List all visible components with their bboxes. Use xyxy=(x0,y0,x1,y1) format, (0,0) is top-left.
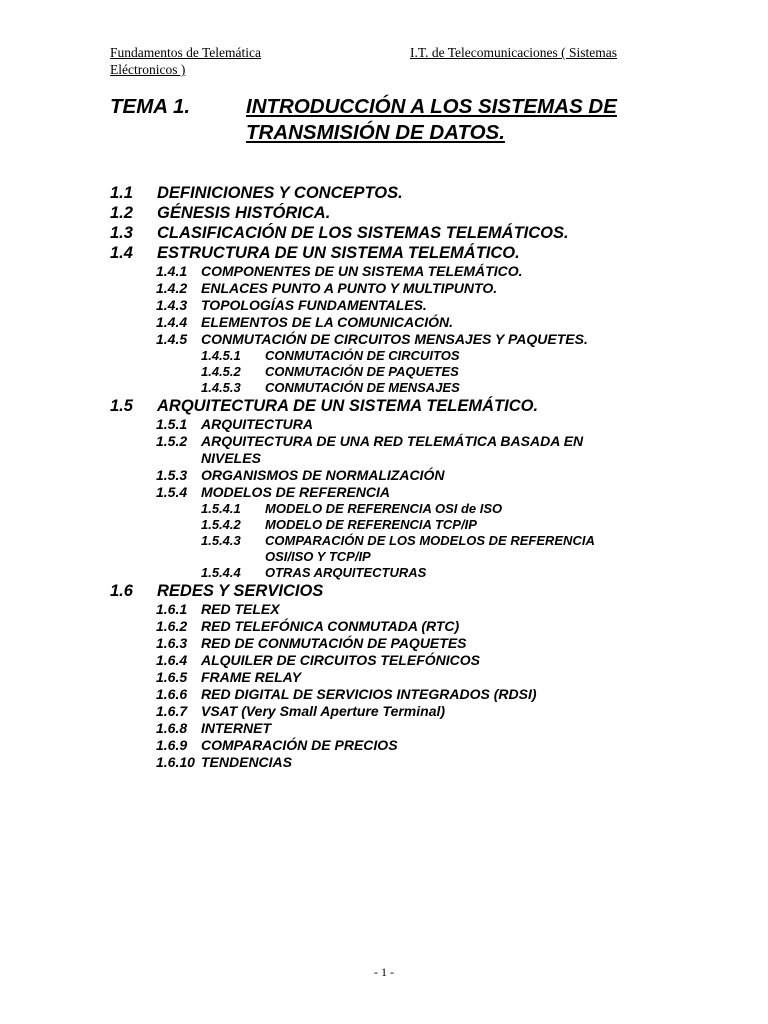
toc-entry-number: 1.6.8 xyxy=(156,720,188,736)
toc-entry-title: CONMUTACIÓN DE CIRCUITOS xyxy=(265,348,460,363)
toc-entry-number: 1.6 xyxy=(110,582,133,600)
toc-entry-title: ALQUILER DE CIRCUITOS TELEFÓNICOS xyxy=(201,652,480,668)
toc-entry-level-2 xyxy=(110,601,670,618)
toc-entry-title: MODELOS DE REFERENCIA xyxy=(201,484,391,500)
toc-entry-number: 1.3 xyxy=(110,224,133,242)
toc-entry-title: TENDENCIAS xyxy=(201,754,293,770)
toc-entry-number: 1.6.7 xyxy=(156,703,188,719)
toc-entry-number: 1.4.2 xyxy=(156,280,188,296)
toc-entry-level-2 xyxy=(110,754,670,771)
toc-entry-level-3 xyxy=(110,517,670,533)
toc-entry-level-2 xyxy=(110,669,670,686)
header-degree-name: I.T. de Telecomunicaciones ( Sistemas xyxy=(410,45,617,60)
toc-entry-number: 1.5.4.2 xyxy=(201,517,241,532)
toc-entry-title: RED DE CONMUTACIÓN DE PAQUETES xyxy=(201,635,467,651)
toc-entry-title: RED DIGITAL DE SERVICIOS INTEGRADOS (RDSI) xyxy=(201,686,537,702)
toc-entry-level-1 xyxy=(110,183,670,203)
toc-entry-number: 1.6.5 xyxy=(156,669,188,685)
header-degree-continuation: Eléctronicos ) xyxy=(110,62,186,77)
toc-entry-level-3 xyxy=(110,533,670,565)
toc-entry-title: ESTRUCTURA DE UN SISTEMA TELEMÁTICO. xyxy=(157,244,520,262)
toc-entry-title: VSAT (Very Small Aperture Terminal) xyxy=(201,703,446,719)
toc-entry-title: MODELO DE REFERENCIA TCP/IP xyxy=(265,517,477,532)
table-of-contents xyxy=(110,183,670,771)
toc-entry-level-2 xyxy=(110,652,670,669)
toc-entry-level-2 xyxy=(110,263,670,280)
toc-entry-title: CONMUTACIÓN DE MENSAJES xyxy=(265,380,460,395)
toc-entry-number: 1.4.5.3 xyxy=(201,380,241,395)
toc-entry-number: 1.5.4.3 xyxy=(201,533,241,548)
toc-entry-number: 1.5.3 xyxy=(156,467,188,483)
toc-entry-number: 1.6.6 xyxy=(156,686,188,702)
toc-entry-title: ORGANISMOS DE NORMALIZACIÓN xyxy=(201,467,445,483)
toc-entry-level-3 xyxy=(110,380,670,396)
title-text: INTRODUCCIÓN A LOS SISTEMAS DE TRANSMISIÓN DE DATOS. xyxy=(246,95,617,144)
toc-entry-title: GÉNESIS HISTÓRICA. xyxy=(157,204,331,222)
toc-entry-level-3 xyxy=(110,348,670,364)
toc-entry-number: 1.4.5.2 xyxy=(201,364,241,379)
toc-entry-number: 1.4.5.1 xyxy=(201,348,241,363)
toc-entry-level-1 xyxy=(110,203,670,223)
toc-entry-number: 1.4.3 xyxy=(156,297,188,313)
toc-entry-level-3 xyxy=(110,565,670,581)
toc-entry-title: COMPONENTES DE UN SISTEMA TELEMÁTICO. xyxy=(201,263,523,279)
toc-entry-level-2 xyxy=(110,416,670,433)
toc-entry-title: TOPOLOGÍAS FUNDAMENTALES. xyxy=(201,297,427,313)
toc-entry-title: FRAME RELAY xyxy=(201,669,302,685)
toc-entry-title: RED TELEX xyxy=(201,601,280,617)
title-label: TEMA 1. xyxy=(110,95,191,118)
toc-entry-number: 1.4.1 xyxy=(156,263,188,279)
toc-entry-title: ARQUITECTURA xyxy=(201,416,313,432)
header-course-name: Fundamentos de Telemática xyxy=(110,45,262,60)
toc-entry-level-2 xyxy=(110,331,670,348)
toc-entry-level-2 xyxy=(110,433,670,467)
toc-entry-level-2 xyxy=(110,720,670,737)
toc-entry-number: 1.6.1 xyxy=(156,601,188,617)
toc-entry-title: COMPARACIÓN DE LOS MODELOS DE REFERENCIA OSI/ISO Y TCP/IP xyxy=(265,533,595,564)
toc-entry-title: ELEMENTOS DE LA COMUNICACIÓN. xyxy=(201,314,454,330)
page-header xyxy=(110,44,658,78)
toc-entry-level-1 xyxy=(110,243,670,263)
toc-entry-number: 1.6.10 xyxy=(156,754,195,770)
toc-entry-number: 1.4.4 xyxy=(156,314,188,330)
toc-entry-title: INTERNET xyxy=(201,720,271,736)
toc-entry-level-2 xyxy=(110,280,670,297)
toc-entry-number: 1.2 xyxy=(110,204,133,222)
toc-entry-title: RED TELEFÓNICA CONMUTADA (RTC) xyxy=(201,618,460,634)
toc-entry-level-1 xyxy=(110,581,670,601)
page-number: - 1 - xyxy=(374,965,394,979)
toc-entry-number: 1.5.4 xyxy=(156,484,188,500)
toc-entry-level-1 xyxy=(110,223,670,243)
toc-entry-title: COMPARACIÓN DE PRECIOS xyxy=(201,737,398,753)
toc-entry-title: CONMUTACIÓN DE CIRCUITOS MENSAJES Y PAQUETES. xyxy=(201,331,588,347)
toc-entry-number: 1.5.4.1 xyxy=(201,501,241,516)
toc-entry-level-2 xyxy=(110,467,670,484)
toc-entry-level-2 xyxy=(110,314,670,331)
toc-entry-number: 1.5 xyxy=(110,397,133,415)
toc-entry-level-3 xyxy=(110,501,670,517)
toc-entry-number: 1.5.4.4 xyxy=(201,565,241,580)
toc-entry-number: 1.4 xyxy=(110,244,133,262)
toc-entry-level-2 xyxy=(110,618,670,635)
toc-entry-title: CONMUTACIÓN DE PAQUETES xyxy=(265,364,459,379)
toc-entry-level-2 xyxy=(110,297,670,314)
toc-entry-level-1 xyxy=(110,396,670,416)
toc-entry-level-2 xyxy=(110,703,670,720)
toc-entry-title: REDES Y SERVICIOS xyxy=(157,582,324,600)
toc-entry-title: MODELO DE REFERENCIA OSI de ISO xyxy=(265,501,503,516)
toc-entry-level-2 xyxy=(110,686,670,703)
toc-entry-number: 1.4.5 xyxy=(156,331,188,347)
toc-entry-level-2 xyxy=(110,635,670,652)
toc-entry-level-2 xyxy=(110,737,670,754)
toc-entry-number: 1.6.3 xyxy=(156,635,188,651)
toc-entry-level-3 xyxy=(110,364,670,380)
toc-entry-title: CLASIFICACIÓN DE LOS SISTEMAS TELEMÁTICOS. xyxy=(157,224,569,242)
toc-entry-number: 1.5.2 xyxy=(156,433,188,449)
toc-entry-title: ENLACES PUNTO A PUNTO Y MULTIPUNTO. xyxy=(201,280,498,296)
toc-entry-number: 1.6.2 xyxy=(156,618,188,634)
toc-entry-number: 1.5.1 xyxy=(156,416,188,432)
toc-entry-title: OTRAS ARQUITECTURAS xyxy=(265,565,427,580)
toc-entry-number: 1.6.9 xyxy=(156,737,188,753)
toc-entry-title: DEFINICIONES Y CONCEPTOS. xyxy=(157,184,403,202)
toc-entry-level-2 xyxy=(110,484,670,501)
toc-entry-number: 1.6.4 xyxy=(156,652,188,668)
toc-entry-title: ARQUITECTURA DE UNA RED TELEMÁTICA BASADA EN NIVELES xyxy=(201,433,584,466)
toc-entry-title: ARQUITECTURA DE UN SISTEMA TELEMÁTICO. xyxy=(157,397,539,415)
toc-entry-number: 1.1 xyxy=(110,184,133,202)
